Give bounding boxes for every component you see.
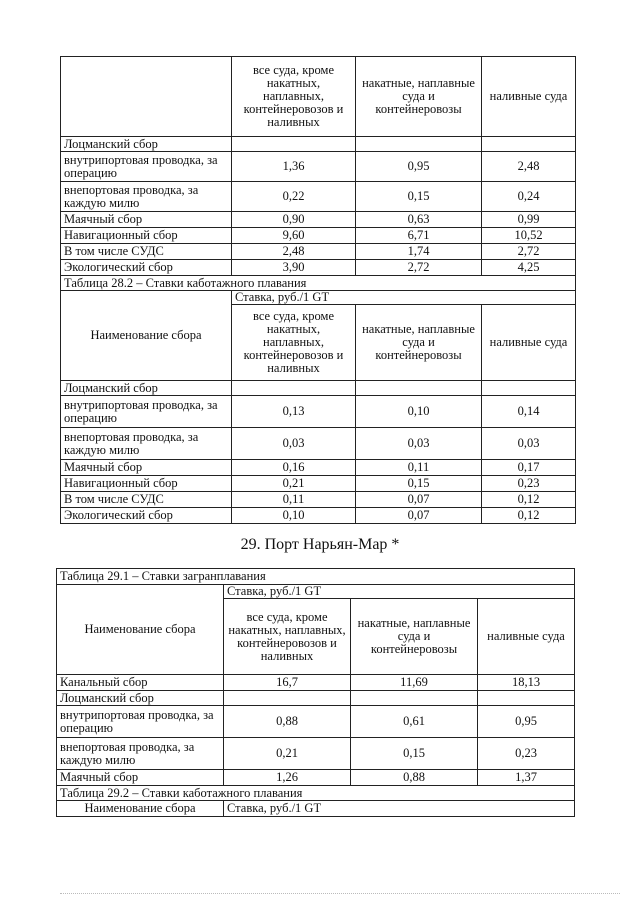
fee-value: 0,95 <box>356 152 482 182</box>
fee-value <box>224 691 351 706</box>
fee-value: 18,13 <box>478 675 575 691</box>
fee-value: 0,21 <box>224 738 351 770</box>
table-row <box>61 182 576 212</box>
fee-value: 1,74 <box>356 244 482 260</box>
scan-artifact-line <box>60 893 620 897</box>
fee-value <box>356 137 482 152</box>
table-28-1-continuation <box>60 56 576 524</box>
fee-value: 0,16 <box>232 460 356 476</box>
table-29-1 <box>56 568 575 817</box>
table-caption-row <box>57 786 575 801</box>
table-row <box>61 260 576 276</box>
fee-value: 16,7 <box>224 675 351 691</box>
fee-value: 6,71 <box>356 228 482 244</box>
fee-value <box>232 381 356 396</box>
table-caption-row <box>57 569 575 585</box>
fee-value: 1,37 <box>478 770 575 786</box>
fee-value: 0,21 <box>232 476 356 492</box>
fee-value <box>478 691 575 706</box>
fee-label: Лоцманский сбор <box>61 381 232 396</box>
table-row <box>61 228 576 244</box>
fee-label: Лоцманский сбор <box>57 691 224 706</box>
name-header: Наименование сбора <box>61 291 232 381</box>
fee-value: 2,48 <box>482 152 576 182</box>
table-row <box>61 244 576 260</box>
fee-value: 9,60 <box>232 228 356 244</box>
fee-value: 1,36 <box>232 152 356 182</box>
col-header-tankers: наливные суда <box>478 599 575 675</box>
fee-value: 0,11 <box>232 492 356 508</box>
fee-value: 0,15 <box>356 476 482 492</box>
empty-header-cell <box>61 57 232 137</box>
fee-value: 0,10 <box>356 396 482 428</box>
fee-label: Экологический сбор <box>61 260 232 276</box>
fee-label: В том числе СУДС <box>61 244 232 260</box>
col-header-all-ships: все суда, кроме накатных, наплавных, контейнеровозов и наливных <box>224 599 351 675</box>
col-header-all-ships: все суда, кроме накатных, наплавных, контейнеровозов и наливных <box>232 57 356 137</box>
fee-value: 0,95 <box>478 706 575 738</box>
fee-value: 0,14 <box>482 396 576 428</box>
fee-label: Канальный сбор <box>57 675 224 691</box>
fee-label: Навигационный сбор <box>61 476 232 492</box>
fee-value: 0,61 <box>351 706 478 738</box>
fee-label: Экологический сбор <box>61 508 232 524</box>
fee-label: внепортовая проводка, за каждую милю <box>57 738 224 770</box>
fee-value: 0,07 <box>356 492 482 508</box>
table-row <box>57 585 575 599</box>
fee-value: 0,17 <box>482 460 576 476</box>
fee-value: 0,63 <box>356 212 482 228</box>
fee-value: 4,25 <box>482 260 576 276</box>
rate-label: Ставка, руб./1 GT <box>224 585 575 599</box>
rate-label: Ставка, руб./1 GT <box>232 291 576 305</box>
table-row <box>61 460 576 476</box>
fee-value: 0,10 <box>232 508 356 524</box>
fee-value: 0,88 <box>351 770 478 786</box>
fee-value: 0,07 <box>356 508 482 524</box>
fee-value: 1,26 <box>224 770 351 786</box>
fee-label: Маячный сбор <box>57 770 224 786</box>
fee-value: 10,52 <box>482 228 576 244</box>
col-header-tankers: наливные суда <box>482 57 576 137</box>
table-row <box>61 508 576 524</box>
fee-value: 2,72 <box>482 244 576 260</box>
fee-value: 0,12 <box>482 492 576 508</box>
fee-label: Маячный сбор <box>61 212 232 228</box>
fee-value <box>482 137 576 152</box>
fee-value: 0,90 <box>232 212 356 228</box>
fee-value <box>232 137 356 152</box>
fee-value <box>356 381 482 396</box>
fee-label: Лоцманский сбор <box>61 137 232 152</box>
table-row <box>57 706 575 738</box>
col-header-roro-container: накатные, наплавные суда и контейнеровозы <box>356 305 482 381</box>
fee-label: внутрипортовая проводка, за операцию <box>61 152 232 182</box>
fee-label: внепортовая проводка, за каждую милю <box>61 428 232 460</box>
table-caption: Таблица 29.1 – Ставки загранплавания <box>57 569 575 585</box>
fee-value: 0,12 <box>482 508 576 524</box>
table-row <box>61 381 576 396</box>
section-heading: 29. Порт Нарьян-Мар * <box>240 536 400 553</box>
fee-value: 0,15 <box>351 738 478 770</box>
fee-label: внутрипортовая проводка, за операцию <box>57 706 224 738</box>
fee-value <box>351 691 478 706</box>
table-row <box>61 396 576 428</box>
fee-value: 0,03 <box>482 428 576 460</box>
fee-label: Навигационный сбор <box>61 228 232 244</box>
fee-value: 0,13 <box>232 396 356 428</box>
fee-value: 0,15 <box>356 182 482 212</box>
table-row <box>57 738 575 770</box>
fee-label: Маячный сбор <box>61 460 232 476</box>
table-row <box>57 675 575 691</box>
col-header-tankers: наливные суда <box>482 305 576 381</box>
fee-value: 0,88 <box>224 706 351 738</box>
table-caption: Таблица 29.2 – Ставки каботажного плавания <box>57 786 575 801</box>
fee-value: 2,48 <box>232 244 356 260</box>
table-row <box>61 212 576 228</box>
fee-label: внутрипортовая проводка, за операцию <box>61 396 232 428</box>
table-row <box>61 152 576 182</box>
fee-value: 11,69 <box>351 675 478 691</box>
fee-value: 0,23 <box>482 476 576 492</box>
fee-label: внепортовая проводка, за каждую милю <box>61 182 232 212</box>
name-header: Наименование сбора <box>57 585 224 675</box>
name-header: Наименование сбора <box>57 801 224 817</box>
table-row <box>57 770 575 786</box>
fee-value: 0,22 <box>232 182 356 212</box>
table-row <box>57 801 575 817</box>
table-row <box>61 137 576 152</box>
fee-value: 0,11 <box>356 460 482 476</box>
col-header-roro-container: накатные, наплавные суда и контейнеровозы <box>356 57 482 137</box>
table-row <box>57 691 575 706</box>
fee-label: В том числе СУДС <box>61 492 232 508</box>
col-header-all-ships: все суда, кроме накатных, наплавных, контейнеровозов и наливных <box>232 305 356 381</box>
fee-value: 0,03 <box>232 428 356 460</box>
table-row <box>61 492 576 508</box>
fee-value <box>482 381 576 396</box>
rate-label: Ставка, руб./1 GT <box>224 801 575 817</box>
fee-value: 0,23 <box>478 738 575 770</box>
fee-value: 0,03 <box>356 428 482 460</box>
fee-value: 3,90 <box>232 260 356 276</box>
table-caption-row <box>61 276 576 291</box>
fee-value: 0,99 <box>482 212 576 228</box>
table-row <box>61 428 576 460</box>
table-row <box>61 291 576 305</box>
table-header-row <box>61 57 576 137</box>
col-header-roro-container: накатные, наплавные суда и контейнеровозы <box>351 599 478 675</box>
table-caption: Таблица 28.2 – Ставки каботажного плавания <box>61 276 576 291</box>
table-row <box>61 476 576 492</box>
fee-value: 2,72 <box>356 260 482 276</box>
fee-value: 0,24 <box>482 182 576 212</box>
